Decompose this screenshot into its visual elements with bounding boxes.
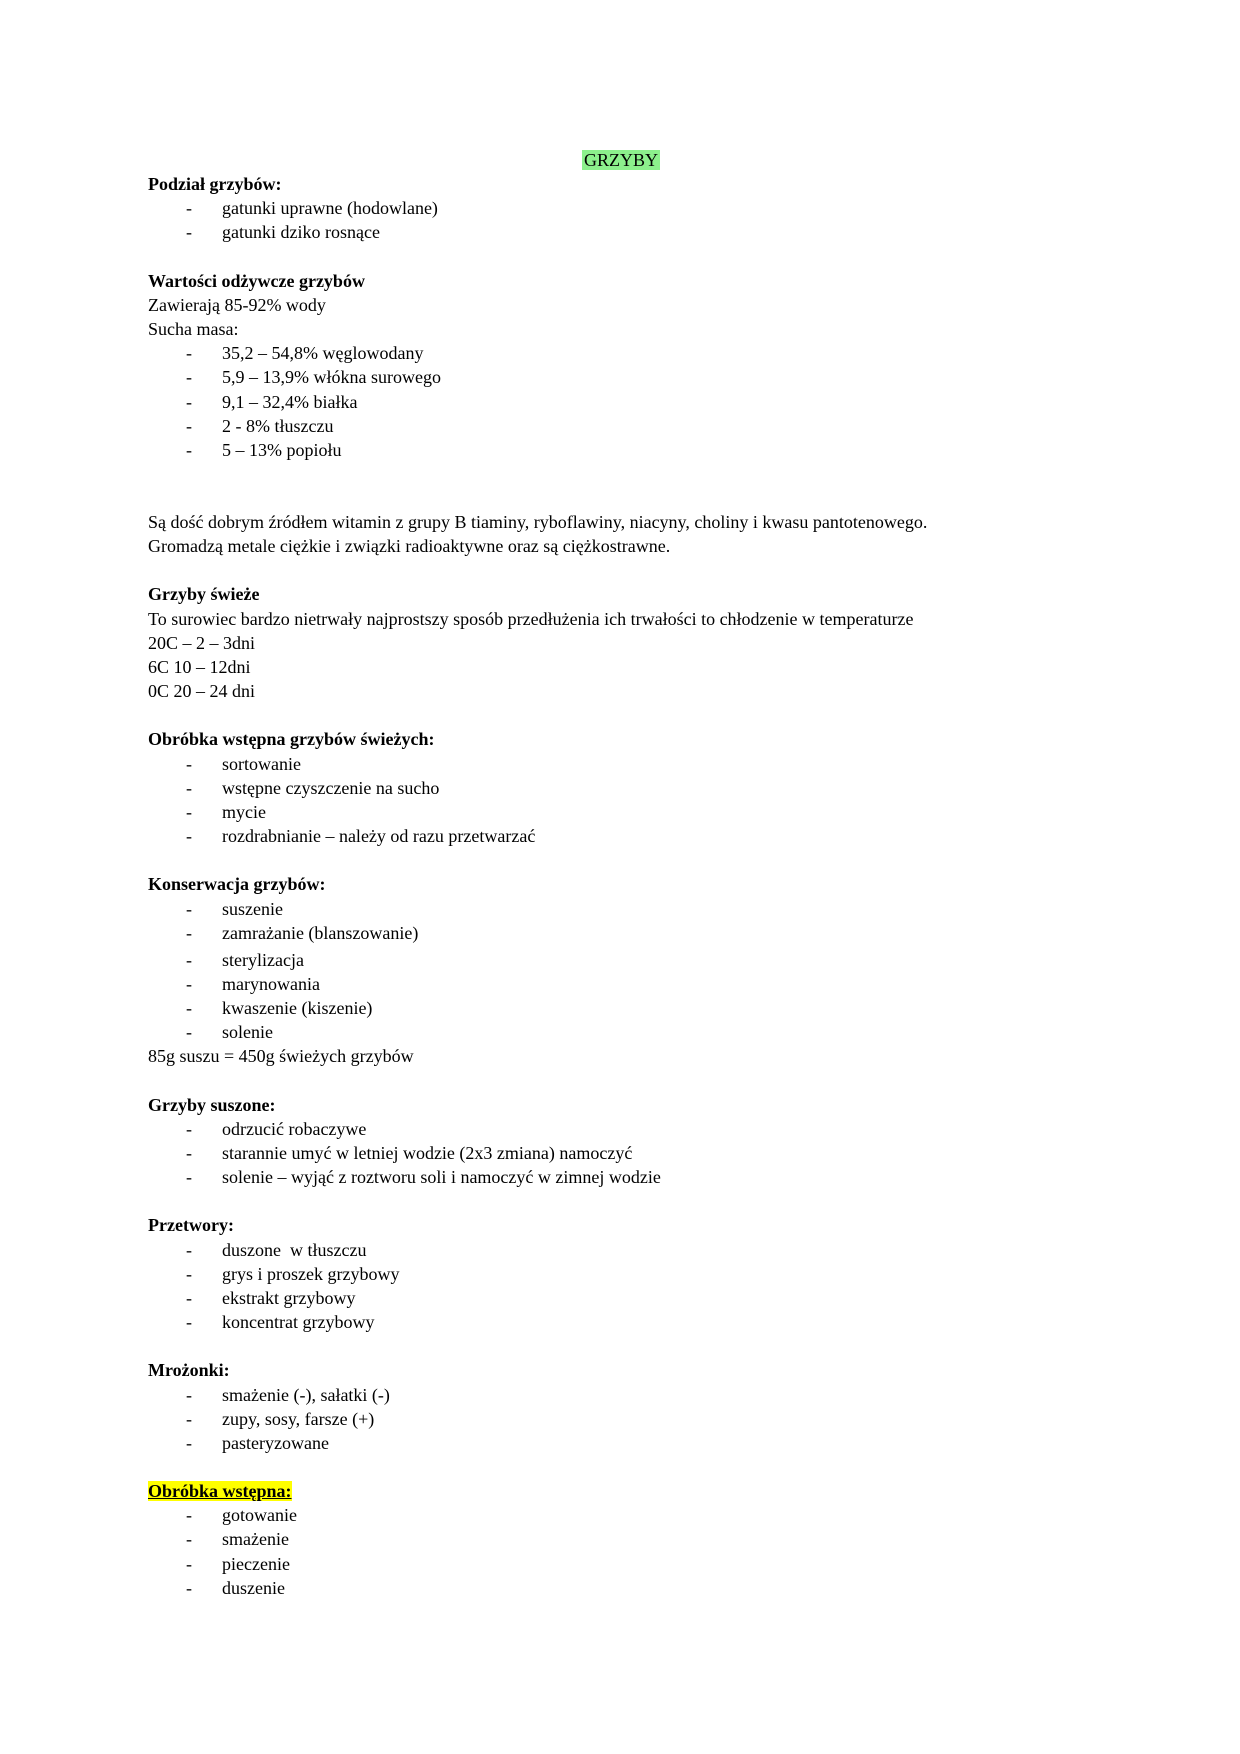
list-item: - duszone w tłuszczu [186, 1239, 367, 1260]
bullet-dash: - [186, 1384, 192, 1405]
list-item: - gotowanie [186, 1505, 297, 1526]
list-item: - sterylizacja [148, 945, 1108, 972]
list-item: - marynowania [186, 973, 320, 994]
text-line: 0C 20 – 24 dni [148, 681, 256, 702]
text-line: Zawierają 85-92% wody [148, 294, 326, 315]
list-item: - 35,2 – 54,8% węglowodany [186, 343, 424, 364]
document-title: GRZYBY [583, 150, 658, 170]
list-item: - kwaszenie (kiszenie) [186, 998, 373, 1019]
bullet-dash: - [186, 343, 192, 364]
text-line: Sucha masa: [148, 318, 239, 339]
list-item: - rozdrabnianie – należy od razu przetwarzać [186, 826, 536, 847]
heading-obrobka-wstepna [148, 1479, 1108, 1503]
highlighted-heading: Obróbka wstępna: [148, 1481, 292, 1502]
bullet-dash: - [186, 1167, 192, 1188]
bullet-dash: - [186, 1263, 192, 1284]
bullet-dash: - [186, 1505, 192, 1526]
bullet-dash: - [186, 777, 192, 798]
list-item: - sortowanie [186, 753, 301, 774]
bullet-dash: - [186, 439, 192, 460]
bullet-dash: - [186, 801, 192, 822]
bullet-dash: - [186, 1239, 192, 1260]
heading-konserwacja: Konserwacja grzybów: [148, 874, 326, 895]
heading-wartosci: Wartości odżywcze grzybów [148, 270, 365, 291]
bullet-dash: - [186, 973, 192, 994]
list-item: - koncentrat grzybowy [186, 1312, 375, 1333]
list-item: - pieczenie [186, 1553, 290, 1574]
list-item: - starannie umyć w letniej wodzie (2x3 zmiana) namoczyć [186, 1143, 633, 1163]
bullet-dash: - [186, 1143, 192, 1163]
title-row [148, 148, 1094, 172]
bullet-dash: - [186, 391, 192, 412]
list-item: - mycie [186, 801, 266, 822]
heading-suszone: Grzyby suszone: [148, 1094, 276, 1115]
heading-przetwory: Przetwory: [148, 1215, 234, 1236]
list-item: - gatunki uprawne (hodowlane) [186, 198, 438, 219]
bullet-dash: - [186, 1312, 192, 1333]
list-item: - suszenie [186, 898, 283, 919]
text-line: 20C – 2 – 3dni [148, 632, 256, 653]
list-item: - ekstrakt grzybowy [186, 1287, 356, 1308]
list-item: - pasteryzowane [186, 1432, 329, 1453]
heading-swieze: Grzyby świeże [148, 584, 260, 605]
bullet-dash: - [186, 922, 192, 943]
bullet-dash: - [186, 1432, 192, 1453]
text-line: Są dość dobrym źródłem witamin z grupy B tiaminy, ryboflawiny, niacyny, choliny i kwasu pantotenowego. [148, 512, 928, 533]
bullet-dash: - [186, 222, 192, 243]
list-item: - 5,9 – 13,9% włókna surowego [186, 367, 441, 388]
list-item: - grys i proszek grzybowy [186, 1263, 400, 1284]
heading-mrozonki: Mrożonki: [148, 1360, 230, 1381]
list-item: - smażenie (-), sałatki (-) [186, 1384, 390, 1405]
bullet-dash: - [186, 1118, 192, 1139]
text-line: Gromadzą metale ciężkie i związki radioaktywne oraz są ciężkostrawne. [148, 536, 671, 557]
list-item: - 2 - 8% tłuszczu [186, 415, 334, 436]
list-item: - gatunki dziko rosnące [186, 222, 380, 243]
list-item: - smażenie [186, 1529, 289, 1550]
list-item: - duszenie [186, 1577, 285, 1598]
list-item: - 5 – 13% popiołu [186, 439, 342, 460]
bullet-dash: - [186, 1408, 192, 1429]
text-line: 6C 10 – 12dni [148, 657, 251, 677]
bullet-dash: - [186, 198, 192, 219]
bullet-dash: - [186, 1553, 192, 1574]
heading-podzial: Podział grzybów: [148, 174, 282, 194]
bullet-dash: - [186, 1022, 192, 1043]
bullet-dash: - [186, 826, 192, 847]
bullet-dash: - [186, 753, 192, 774]
bullet-dash: - [186, 949, 192, 970]
bullet-dash: - [186, 367, 192, 388]
list-item: - solenie – wyjąć z roztworu soli i namoczyć w zimnej wodzie [186, 1167, 661, 1188]
bullet-dash: - [186, 898, 192, 919]
bullet-dash: - [186, 998, 192, 1019]
list-item: - wstępne czyszczenie na sucho [186, 777, 440, 798]
list-item: - zupy, sosy, farsze (+) [186, 1408, 375, 1429]
text-line: 85g suszu = 450g świeżych grzybów [148, 1046, 414, 1067]
bullet-dash: - [186, 1529, 192, 1550]
list-item: - zamrażanie (blanszowanie) [186, 922, 419, 943]
bullet-dash: - [186, 1287, 192, 1308]
document-page [148, 148, 1108, 1600]
bullet-dash: - [186, 415, 192, 436]
heading-obrobka-swiezych: Obróbka wstępna grzybów świeżych: [148, 729, 435, 750]
list-item: - 9,1 – 32,4% białka [186, 391, 358, 412]
text-line: To surowiec bardzo nietrwały najprostszy sposób przedłużenia ich trwałości to chłodzenie w temperaturze [148, 608, 914, 629]
bullet-dash: - [186, 1577, 192, 1598]
list-item: - solenie [186, 1022, 273, 1043]
list-item: - odrzucić robaczywe [186, 1118, 367, 1139]
